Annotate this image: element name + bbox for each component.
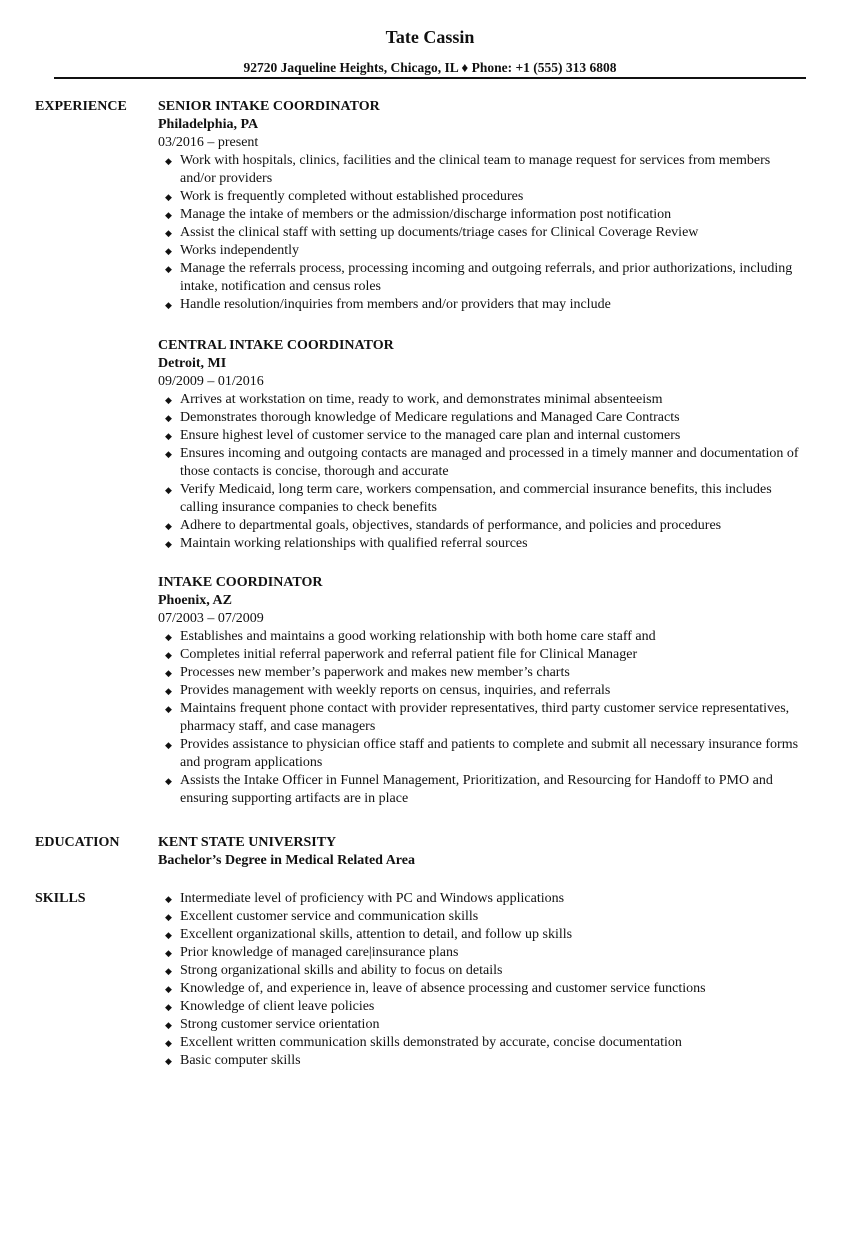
bullet-icon: ◆	[165, 210, 172, 220]
job-entry	[158, 574, 808, 808]
job-dates: 03/2016 – present	[158, 135, 259, 150]
bullet-item	[158, 944, 808, 962]
bullet-item	[158, 682, 808, 700]
job-title: INTAKE COORDINATOR	[158, 575, 323, 590]
bullet-text: Handle resolution/inquiries from members and/or providers that may include	[180, 297, 611, 312]
job-bullets	[158, 628, 808, 808]
bullet-icon: ◆	[165, 930, 172, 940]
bullet-icon: ◆	[165, 300, 172, 310]
bullet-icon: ◆	[165, 413, 172, 423]
bullet-text: Strong organizational skills and ability to focus on details	[180, 963, 503, 978]
bullet-text: Verify Medicaid, long term care, workers compensation, and commercial insurance benefits, this includes calling insurance companies to check benefits	[180, 482, 772, 515]
bullet-item	[158, 206, 808, 224]
bullet-text: Adhere to departmental goals, objectives, standards of performance, and policies and procedures	[180, 518, 722, 533]
bullet-icon: ◆	[165, 192, 172, 202]
job-location: Detroit, MI	[158, 356, 227, 371]
bullet-text: Maintain working relationships with qualified referral sources	[180, 536, 528, 551]
bullet-icon: ◆	[165, 1056, 172, 1066]
job-location: Phoenix, AZ	[158, 593, 232, 608]
bullet-item	[158, 427, 808, 445]
degree: Bachelor’s Degree in Medical Related Area	[158, 853, 415, 868]
bullet-item	[158, 481, 808, 517]
bullet-item	[158, 998, 808, 1016]
section-label-skills: SKILLS	[35, 891, 86, 906]
bullet-item	[158, 908, 808, 926]
bullet-icon: ◆	[165, 686, 172, 696]
bullet-text: Works independently	[180, 243, 300, 258]
bullet-item	[158, 700, 808, 736]
bullet-text: Excellent written communication skills demonstrated by accurate, concise documentation	[180, 1035, 682, 1050]
bullet-text: Provides management with weekly reports on census, inquiries, and referrals	[180, 683, 611, 698]
bullet-item	[158, 517, 808, 535]
bullet-icon: ◆	[165, 246, 172, 256]
bullet-text: Assist the clinical staff with setting up documents/triage cases for Clinical Coverage Review	[180, 225, 699, 240]
bullet-item	[158, 535, 808, 553]
bullet-icon: ◆	[165, 1002, 172, 1012]
skills-list-container	[158, 890, 808, 1070]
bullet-item	[158, 926, 808, 944]
job-location: Philadelphia, PA	[158, 117, 259, 132]
bullet-item	[158, 296, 808, 314]
bullet-item	[158, 391, 808, 409]
bullet-icon: ◆	[165, 228, 172, 238]
section-label-education: EDUCATION	[35, 835, 120, 850]
bullet-icon: ◆	[165, 632, 172, 642]
school-name: KENT STATE UNIVERSITY	[158, 835, 337, 850]
bullet-icon: ◆	[165, 156, 172, 166]
bullet-item	[158, 772, 808, 808]
bullet-text: Provides assistance to physician office staff and patients to complete and submit all necessary insurance forms and program applications	[180, 737, 799, 770]
bullet-icon: ◆	[165, 668, 172, 678]
bullet-icon: ◆	[165, 948, 172, 958]
bullet-text: Processes new member’s paperwork and makes new member’s charts	[180, 665, 570, 680]
bullet-item	[158, 188, 808, 206]
bullet-item	[158, 890, 808, 908]
contact-line: 92720 Jaqueline Heights, Chicago, IL ♦ Phone: +1 (555) 313 6808	[243, 60, 617, 75]
bullet-icon: ◆	[165, 539, 172, 549]
bullet-text: Knowledge of, and experience in, leave of absence processing and customer service functions	[180, 981, 706, 996]
bullet-text: Arrives at workstation on time, ready to work, and demonstrates minimal absenteeism	[180, 392, 663, 407]
bullet-icon: ◆	[165, 776, 172, 786]
bullet-text: Strong customer service orientation	[180, 1017, 380, 1032]
bullet-text: Work is frequently completed without established procedures	[180, 189, 524, 204]
bullet-item	[158, 1016, 808, 1034]
bullet-icon: ◆	[165, 264, 172, 274]
bullet-text: Work with hospitals, clinics, facilities and the clinical team to manage request for services from members and/or providers	[180, 153, 771, 186]
job-title: CENTRAL INTAKE COORDINATOR	[158, 338, 394, 353]
bullet-item	[158, 962, 808, 980]
bullet-text: Prior knowledge of managed care|insurance plans	[180, 945, 459, 960]
bullet-icon: ◆	[165, 1038, 172, 1048]
education-entry	[158, 834, 808, 870]
bullet-item	[158, 1034, 808, 1052]
bullet-item	[158, 736, 808, 772]
candidate-name: Tate Cassin	[385, 27, 475, 47]
bullet-text: Establishes and maintains a good working relationship with both home care staff and	[180, 629, 656, 644]
bullet-icon: ◆	[165, 650, 172, 660]
bullet-item	[158, 409, 808, 427]
bullet-icon: ◆	[165, 431, 172, 441]
bullet-text: Ensures incoming and outgoing contacts are managed and processed in a timely manner and documentation of those contacts is concise, thorough and accurate	[180, 446, 799, 479]
bullet-icon: ◆	[165, 740, 172, 750]
bullet-text: Manage the intake of members or the admission/discharge information post notification	[180, 207, 672, 222]
bullet-item	[158, 628, 808, 646]
bullet-icon: ◆	[165, 966, 172, 976]
bullet-item	[158, 445, 808, 481]
bullet-icon: ◆	[165, 984, 172, 994]
bullet-text: Assists the Intake Officer in Funnel Management, Prioritization, and Resourcing for Handoff to PMO and ensuring supporting artifacts are in place	[180, 773, 773, 806]
skills-list	[158, 890, 808, 1070]
bullet-text: Intermediate level of proficiency with PC and Windows applications	[180, 891, 565, 906]
job-bullets	[158, 152, 808, 314]
bullet-text: Manage the referrals process, processing incoming and outgoing referrals, and prior authorizations, including intake, notification and census roles	[180, 261, 793, 294]
job-dates: 09/2009 – 01/2016	[158, 374, 264, 389]
section-label-experience: EXPERIENCE	[35, 99, 127, 114]
bullet-item	[158, 1052, 808, 1070]
bullet-item	[158, 646, 808, 664]
job-title: SENIOR INTAKE COORDINATOR	[158, 99, 380, 114]
bullet-icon: ◆	[165, 704, 172, 714]
bullet-item	[158, 980, 808, 998]
bullet-icon: ◆	[165, 449, 172, 459]
bullet-text: Completes initial referral paperwork and referral patient file for Clinical Manager	[180, 647, 638, 662]
header-divider	[54, 77, 806, 79]
job-bullets	[158, 391, 808, 553]
bullet-text: Ensure highest level of customer service to the managed care plan and internal customers	[180, 428, 681, 443]
bullet-item	[158, 242, 808, 260]
bullet-text: Basic computer skills	[180, 1053, 301, 1068]
bullet-text: Maintains frequent phone contact with provider representatives, third party customer service representatives, pharmacy staff, and case managers	[180, 701, 790, 734]
job-dates: 07/2003 – 07/2009	[158, 611, 264, 626]
bullet-icon: ◆	[165, 894, 172, 904]
bullet-item	[158, 664, 808, 682]
bullet-icon: ◆	[165, 1020, 172, 1030]
bullet-icon: ◆	[165, 521, 172, 531]
bullet-text: Excellent organizational skills, attention to detail, and follow up skills	[180, 927, 573, 942]
job-entry	[158, 337, 808, 553]
job-entry	[158, 98, 808, 314]
bullet-item	[158, 260, 808, 296]
bullet-item	[158, 152, 808, 188]
bullet-item	[158, 224, 808, 242]
bullet-icon: ◆	[165, 485, 172, 495]
bullet-text: Knowledge of client leave policies	[180, 999, 375, 1014]
bullet-text: Excellent customer service and communication skills	[180, 909, 479, 924]
bullet-icon: ◆	[165, 395, 172, 405]
bullet-icon: ◆	[165, 912, 172, 922]
bullet-text: Demonstrates thorough knowledge of Medicare regulations and Managed Care Contracts	[180, 410, 680, 425]
